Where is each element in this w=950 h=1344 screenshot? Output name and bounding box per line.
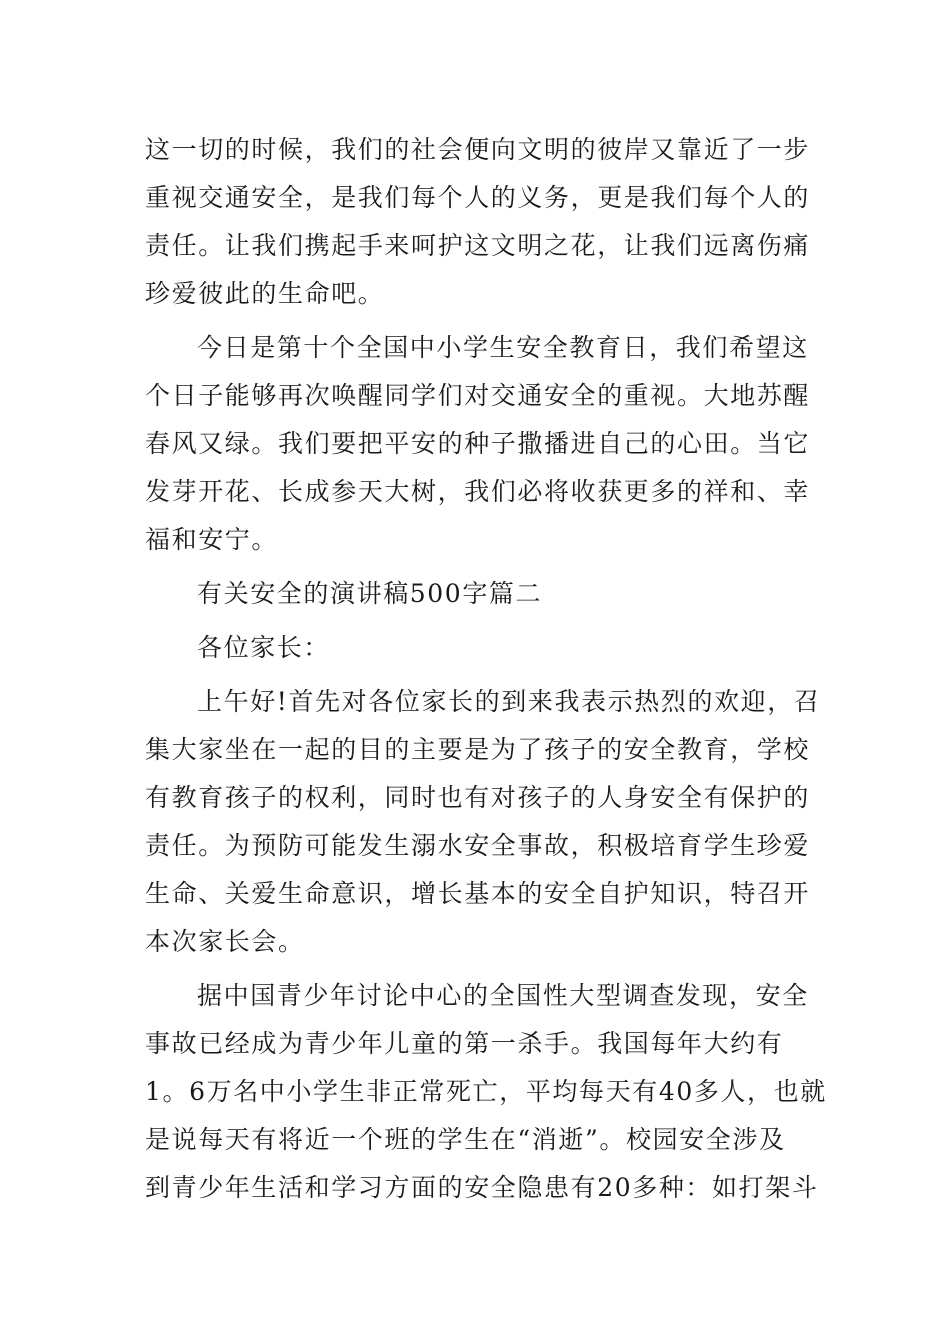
paragraph-2 <box>145 324 811 564</box>
text-line: 责任。让我们携起手来呵护这文明之花，让我们远离伤痛 <box>145 231 811 260</box>
text-line: 这一切的时候，我们的社会便向文明的彼岸又靠近了一步 <box>145 135 811 164</box>
text-line: 据中国青少年讨论中心的全国性大型调查发现，安全 <box>197 981 809 1010</box>
text-line: 今日是第十个全国中小学生安全教育日，我们希望这 <box>197 333 809 362</box>
text-line: 责任。为预防可能发生溺水安全事故，积极培育学生珍爱 <box>145 831 811 860</box>
text-line: 福和安宁。 <box>145 525 279 554</box>
text-line: 本次家长会。 <box>145 927 305 956</box>
text-line: 重视交通安全，是我们每个人的义务，更是我们每个人的 <box>145 183 811 212</box>
paragraph-3 <box>145 678 821 966</box>
text-line: 发芽开花、长成参天大树，我们必将收获更多的祥和、幸 <box>145 477 811 506</box>
section-heading <box>145 570 807 618</box>
text-line: 生命、关爱生命意识，增长基本的安全自护知识，特召开 <box>145 879 811 908</box>
text-line: 是说每天有将近一个班的学生在“消逝”。校园安全涉及 <box>145 1125 786 1154</box>
heading-line: 有关安全的演讲稿500字篇二 <box>197 579 543 608</box>
text-line: 上午好!首先对各位家长的到来我表示热烈的欢迎，召 <box>197 687 821 716</box>
text-line: 有教育孩子的权利，同时也有对孩子的人身安全有保护的 <box>145 783 811 812</box>
salutation <box>145 624 807 672</box>
text-line: 事故已经成为青少年儿童的第一杀手。我国每年大约有 <box>145 1029 784 1058</box>
text-line: 珍爱彼此的生命吧。 <box>145 279 385 308</box>
text-line: 1。6万名中小学生非正常死亡，平均每天有40多人，也就 <box>145 1077 827 1106</box>
paragraph-1 <box>145 126 811 318</box>
document-page <box>145 126 827 1218</box>
text-line: 个日子能够再次唤醒同学们对交通安全的重视。大地苏醒 <box>145 381 811 410</box>
text-line: 春风又绿。我们要把平安的种子撒播进自己的心田。当它 <box>145 429 811 458</box>
paragraph-4 <box>145 972 827 1212</box>
salutation-line: 各位家长： <box>197 633 331 662</box>
text-line: 到青少年生活和学习方面的安全隐患有20多种：如打架斗 <box>145 1173 819 1202</box>
text-line: 集大家坐在一起的目的主要是为了孩子的安全教育，学校 <box>145 735 811 764</box>
